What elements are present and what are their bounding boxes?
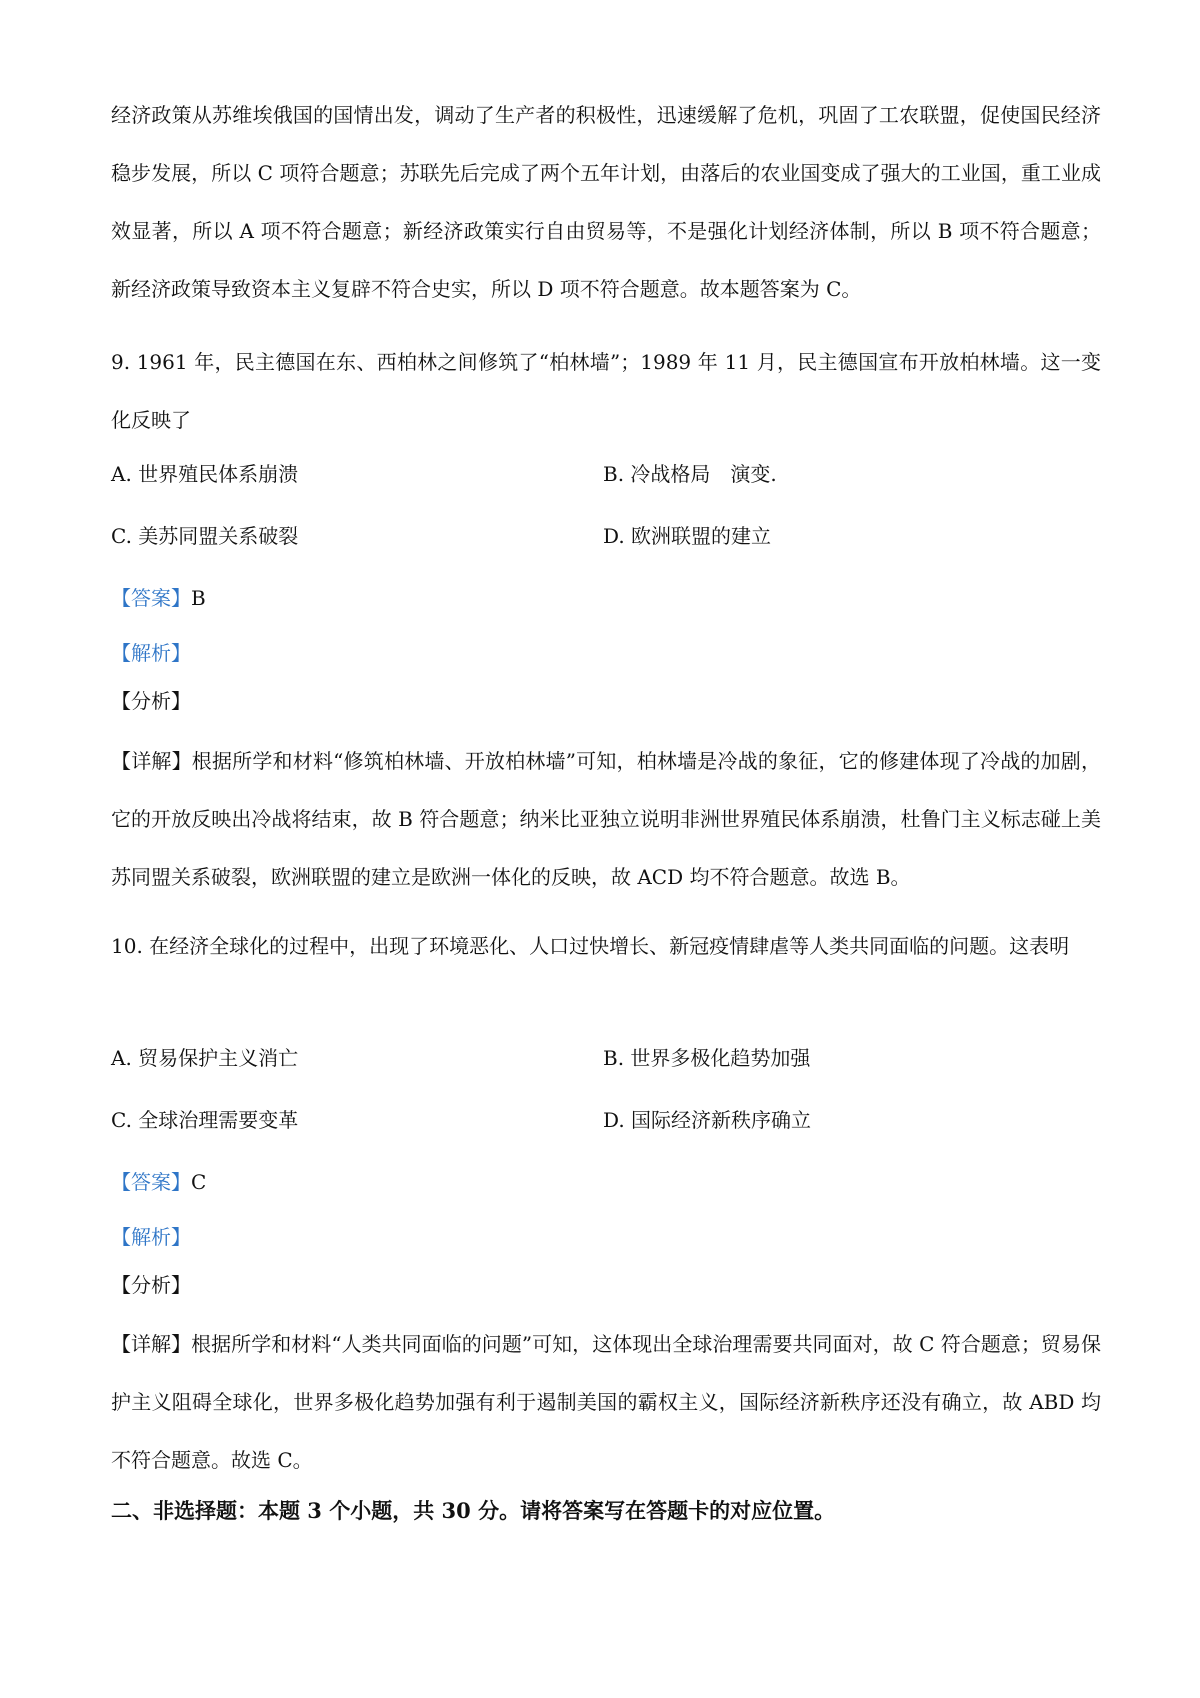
q9-fenxi-label: 【分析】 <box>111 689 191 713</box>
q9-option-b: B. 冷战格局 演变. <box>603 462 777 486</box>
q9-stem: 9. 1961 年，民主德国在东、西柏林之间修筑了“柏林墙”；1989 年 11 月，民主德国宣布开放柏林墙。这一变化反映了 <box>111 350 1101 432</box>
q10-fenxi-label: 【分析】 <box>111 1273 191 1297</box>
q10-option-a: A. 贸易保护主义消亡 <box>111 1046 299 1070</box>
q9-option-a: A. 世界殖民体系崩溃 <box>111 462 299 486</box>
q10-answer-value: C <box>191 1170 207 1194</box>
q10-detail: 【详解】根据所学和材料“人类共同面临的问题”可知，这体现出全球治理需要共同面对，故 C 符合题意；贸易保护主义阻碍全球化，世界多极化趋势加强有利于遏制美国的霸权主义，国际经济新秩序还没有确立，故 ABD 均不符合题意。故选 C。 <box>111 1332 1101 1472</box>
q10-answer <box>111 1167 206 1197</box>
q9-analysis-label: 【解析】 <box>111 641 191 665</box>
q10-answer-label: 【答案】 <box>111 1170 191 1194</box>
q10-stem: 10. 在经济全球化的过程中，出现了环境恶化、人口过快增长、新冠疫情肆虐等人类共同面临的问题。这表明 <box>111 934 1070 958</box>
q9-answer-value: B <box>191 586 206 610</box>
intro-explanation: 经济政策从苏维埃俄国的国情出发，调动了生产者的积极性，迅速缓解了危机，巩固了工农联盟，促使国民经济稳步发展，所以 C 项符合题意；苏联先后完成了两个五年计划，由落后的农业国变成了强大的工业国，重工业成效显著，所以 A 项不符合题意；新经济政策实行自由贸易等，不是强化计划经济体制，所以 B 项不符合题意；新经济政策导致资本主义复辟不符合史实，所以 D 项不符合题意。故本题答案为 C。 <box>111 103 1101 301</box>
q9-option-c: C. 美苏同盟关系破裂 <box>111 524 299 548</box>
q9-answer-label: 【答案】 <box>111 586 191 610</box>
q10-option-b: B. 世界多极化趋势加强 <box>603 1046 811 1070</box>
q10-analysis-label: 【解析】 <box>111 1225 191 1249</box>
q9-option-d: D. 欧洲联盟的建立 <box>603 524 772 548</box>
q10-option-d: D. 国际经济新秩序确立 <box>603 1108 812 1132</box>
q9-answer <box>111 583 206 613</box>
q10-option-c: C. 全球治理需要变革 <box>111 1108 299 1132</box>
section-heading: 二、非选择题：本题 3 个小题，共 30 分。请将答案写在答题卡的对应位置。 <box>111 1498 836 1523</box>
q9-detail: 【详解】根据所学和材料“修筑柏林墙、开放柏林墙”可知，柏林墙是冷战的象征，它的修建体现了冷战的加剧，它的开放反映出冷战将结束，故 B 符合题意；纳米比亚独立说明非洲世界殖民体系崩溃，杜鲁门主义标志碰上美苏同盟关系破裂，欧洲联盟的建立是欧洲一体化的反映，故 ACD 均不符合题意。故选 B。 <box>111 749 1101 889</box>
